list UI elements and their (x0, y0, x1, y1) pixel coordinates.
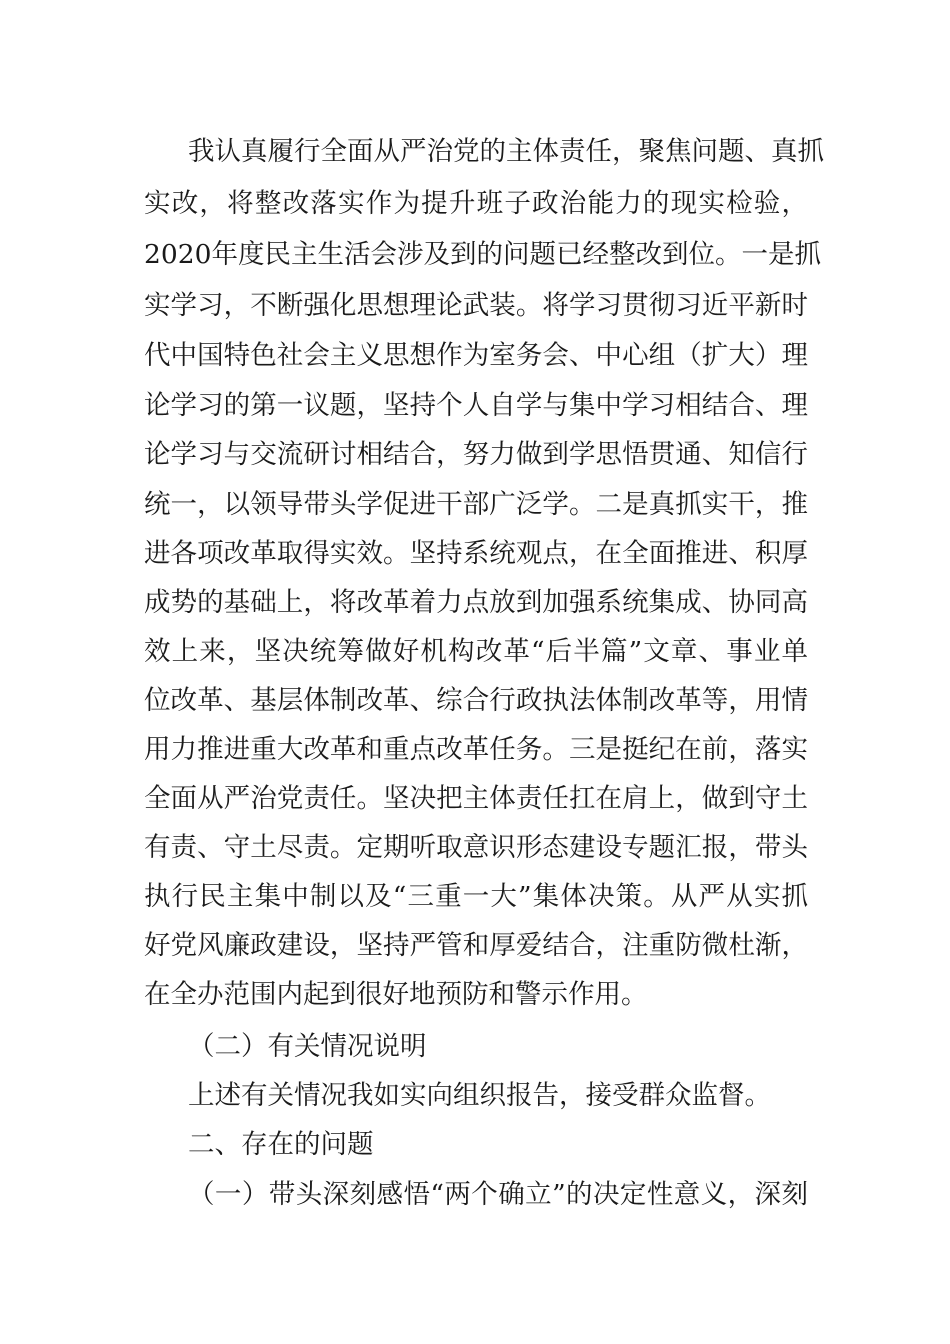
paragraph-line: 统一，以领导带头学促进干部广泛学。二是真抓实干，推 (144, 489, 808, 520)
paragraph-line: 实学习，不断强化思想理论武装。将学习贯彻习近平新时 (144, 290, 808, 321)
paragraph-line: 论学习与交流研讨相结合，努力做到学思悟贯通、知信行 (144, 439, 808, 470)
subheading-situation: （二）有关情况说明 (188, 1031, 427, 1062)
paragraph-line: 全面从严治党责任。坚决把主体责任扛在肩上，做到守土 (144, 783, 808, 814)
paragraph-line: 好党风廉政建设，坚持严管和厚爱结合，注重防微杜渐， (144, 930, 808, 961)
paragraph-line: 执行民主集中制以及“三重一大”集体决策。从严从实抓 (144, 881, 808, 912)
paragraph-line: 进各项改革取得实效。坚持系统观点，在全面推进、积厚 (144, 538, 808, 569)
paragraph-line: 位改革、基层体制改革、综合行政执法体制改革等，用情 (144, 685, 808, 716)
paragraph-line: 实改，将整改落实作为提升班子政治能力的现实检验， (144, 188, 808, 219)
paragraph-line: 有责、守土尽责。定期听取意识形态建设专题汇报，带头 (144, 832, 808, 863)
report-statement: 上述有关情况我如实向组织报告，接受群众监督。 (188, 1080, 771, 1111)
paragraph-line: 代中国特色社会主义思想作为室务会、中心组（扩大）理 (144, 340, 808, 371)
paragraph-line: 论学习的第一议题，坚持个人自学与集中学习相结合、理 (144, 390, 808, 421)
paragraph-line: 用力推进重大改革和重点改革任务。三是挺纪在前，落实 (144, 734, 808, 765)
paragraph-line: 在全办范围内起到很好地预防和警示作用。 (144, 979, 648, 1010)
paragraph-line: 2020年度民主生活会涉及到的问题已经整改到位。一是抓 (144, 239, 821, 270)
section-heading-problems: 二、存在的问题 (188, 1129, 374, 1160)
paragraph-line: 成势的基础上，将改革着力点放到加强系统集成、协同高 (144, 587, 808, 618)
subheading-problem-1: （一）带头深刻感悟“两个确立”的决定性意义，深刻 (188, 1179, 808, 1210)
paragraph-line: 效上来，坚决统筹做好机构改革“后半篇”文章、事业单 (144, 636, 808, 667)
paragraph-line: 我认真履行全面从严治党的主体责任，聚焦问题、真抓 (188, 136, 824, 167)
